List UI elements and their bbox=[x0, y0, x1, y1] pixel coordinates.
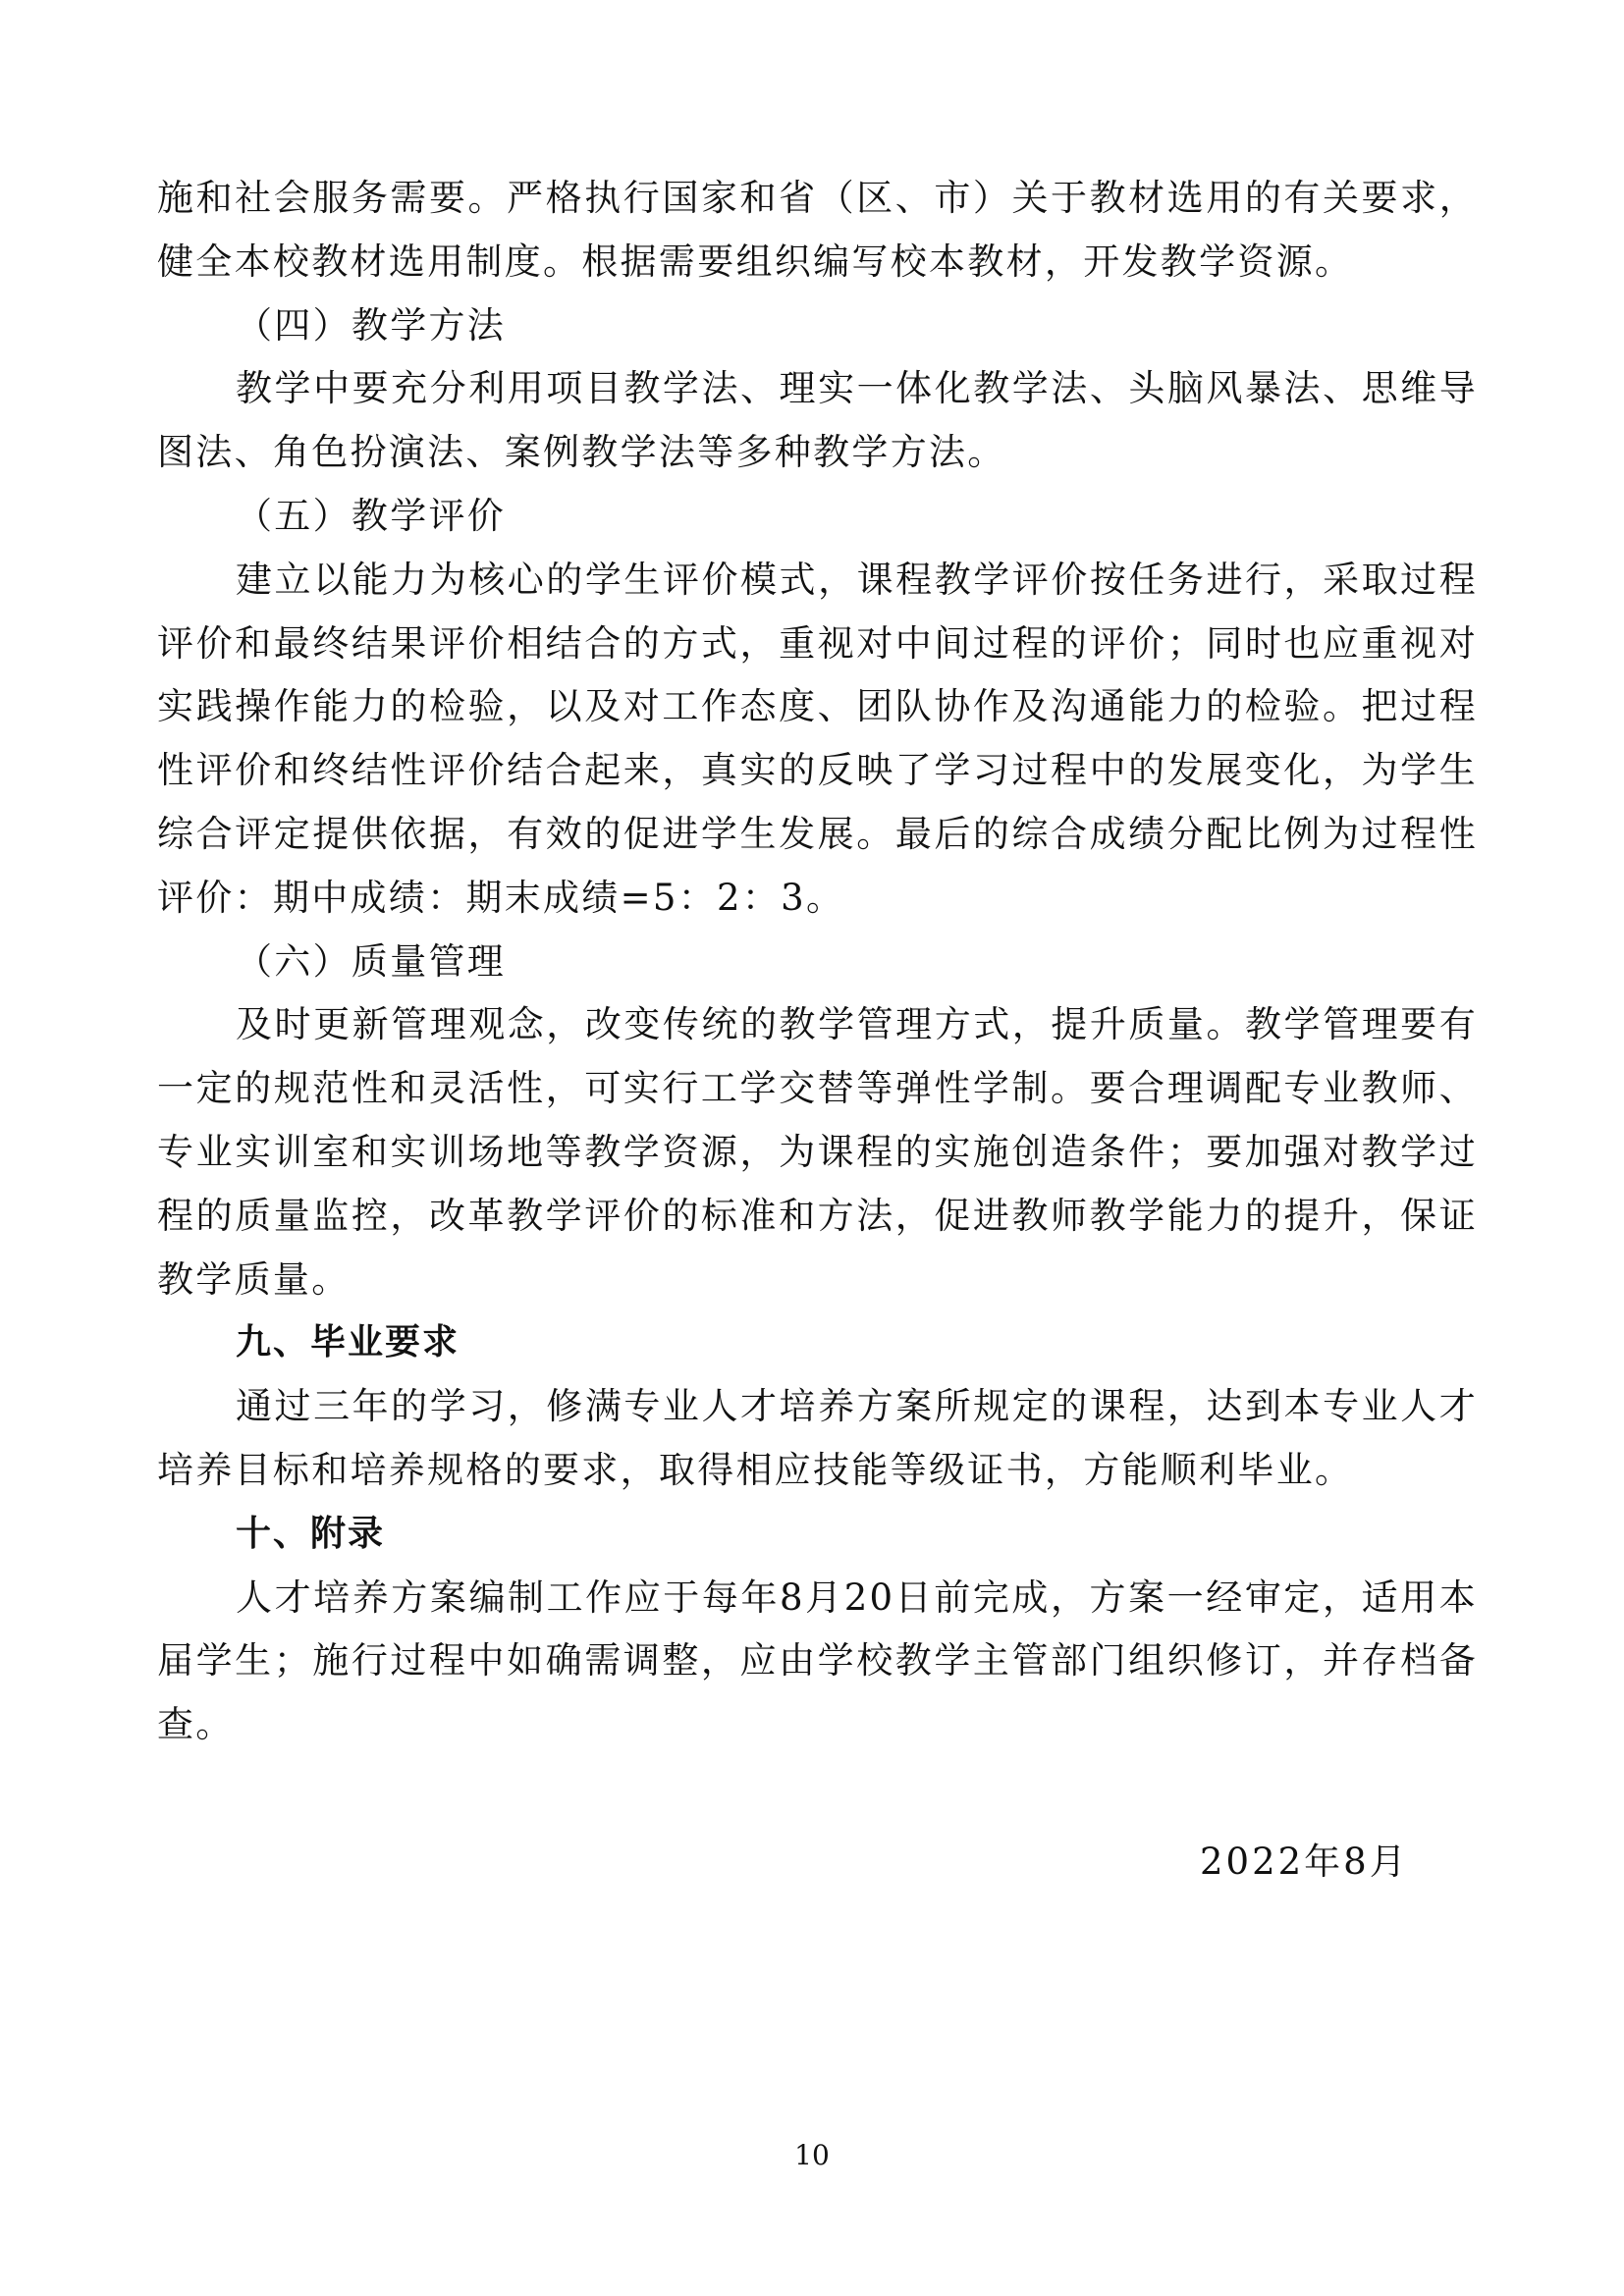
document-date: 2022年8月 bbox=[1200, 1841, 1409, 1883]
paragraph-teaching-methods: 教学中要充分利用项目教学法、理实一体化教学法、头脑风暴法、思维导图法、角色扮演法、案例教学法等多种教学方法。 bbox=[157, 367, 1478, 474]
subheading-teaching-methods: （四）教学方法 bbox=[236, 303, 507, 347]
paragraph-graduation-requirements: 通过三年的学习，修满专业人才培养方案所规定的课程，达到本专业人才培养目标和培养规格的要求，取得相应技能等级证书，方能顺利毕业。 bbox=[157, 1385, 1478, 1491]
subheading-teaching-evaluation: （五）教学评价 bbox=[236, 494, 507, 537]
subheading-quality-management: （六）质量管理 bbox=[236, 939, 507, 983]
paragraph-textbook-selection: 施和社会服务需要。严格执行国家和省（区、市）关于教材选用的有关要求，健全本校教材选用制度。根据需要组织编写校本教材，开发教学资源。 bbox=[157, 177, 1478, 283]
paragraph-teaching-evaluation: 建立以能力为核心的学生评价模式，课程教学评价按任务进行，采取过程评价和最终结果评价相结合的方式，重视对中间过程的评价；同时也应重视对实践操作能力的检验，以及对工作态度、团队协作及沟通能力的检验。把过程性评价和终结性评价结合起来，真实的反映了学习过程中的发展变化，为学生综合评定提供依据，有效的促进学生发展。最后的综合成绩分配比例为过程性评价：期中成绩：期末成绩=5：2：3。 bbox=[157, 558, 1478, 919]
paragraph-appendix: 人才培养方案编制工作应于每年8月20日前完成，方案一经审定，适用本届学生；施行过程中如确需调整，应由学校教学主管部门组织修订，并存档备查。 bbox=[157, 1575, 1478, 1746]
section-heading-appendix: 十、附录 bbox=[236, 1513, 386, 1554]
document-body bbox=[157, 167, 1478, 1757]
paragraph-quality-management: 及时更新管理观念，改变传统的教学管理方式，提升质量。教学管理要有一定的规范性和灵活性，可实行工学交替等弹性学制。要合理调配专业教师、专业实训室和实训场地等教学资源，为课程的实施创造条件；要加强对教学过程的质量监控，改革教学评价的标准和方法，促进教师教学能力的提升，保证教学质量。 bbox=[157, 1003, 1478, 1301]
page-number: 10 bbox=[794, 2139, 830, 2171]
section-heading-graduation-requirements: 九、毕业要求 bbox=[236, 1322, 460, 1363]
